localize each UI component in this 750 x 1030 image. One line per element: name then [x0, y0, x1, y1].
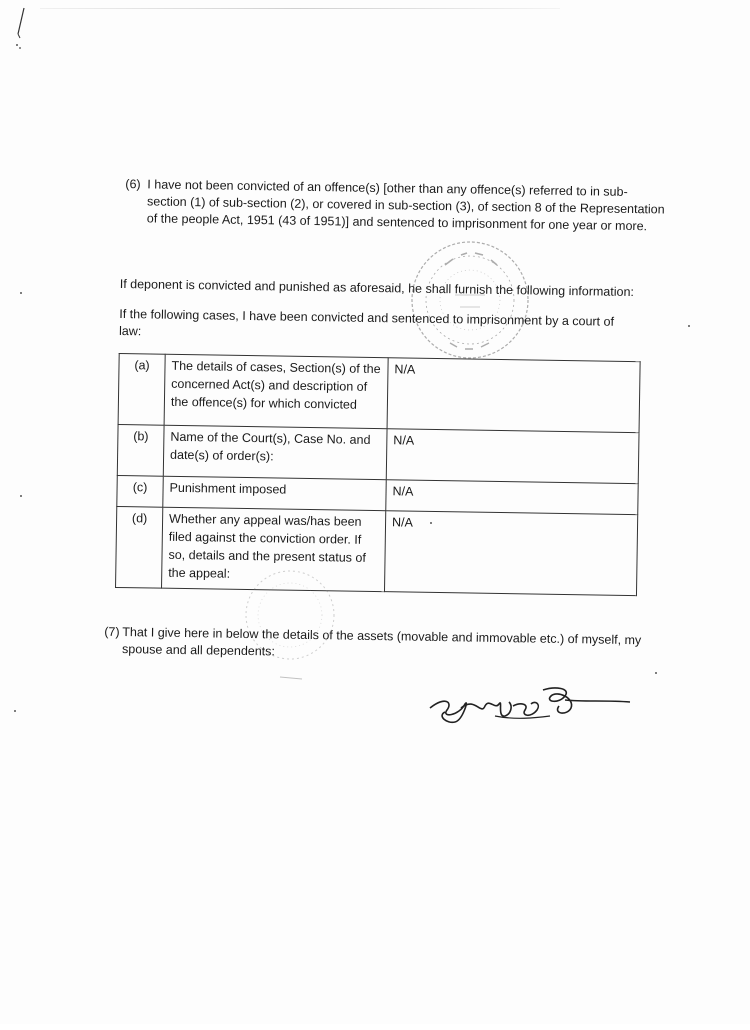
- row-value: N/A: [386, 429, 639, 484]
- section-7-text: That I give here in below the details of the assets (movable and immovable etc.) of myself, my spouse and all dependents:: [121, 625, 642, 659]
- conviction-intro-line: If the following cases, I have been convicted and sentenced to imprisonment by a court of law:: [118, 306, 615, 339]
- row-description: The details of cases, Section(s) of the concerned Act(s) and description of the offence(s) for which convicted: [164, 354, 388, 428]
- scan-speck: [688, 325, 690, 327]
- table-row: [116, 506, 638, 595]
- row-description: Whether any appeal was/has been filed against the conviction order. If so, details and the present status of the appeal:: [162, 507, 386, 591]
- row-value: N/A: [384, 511, 637, 596]
- signature-mark: [425, 676, 635, 736]
- row-description: Punishment imposed: [163, 476, 386, 510]
- section-6-paragraph: [125, 176, 666, 235]
- row-description: Name of the Court(s), Case No. and date(s) of order(s):: [163, 425, 387, 479]
- row-value: N/A: [386, 480, 638, 515]
- section-6-text: I have not been convicted of an offence(s) [other than any offence(s) referred to in sub-section (1) of sub-section (2), or covered in sub-section (3), of section 8 of the Representation of the people Act, 1951 (43 of 1951)] and sentenced to imprisonment for one year or more.: [146, 177, 665, 234]
- section-6-number: (6): [125, 177, 141, 192]
- notary-seal-icon: [405, 235, 535, 365]
- section-7-paragraph: [104, 624, 644, 666]
- scan-speck: [430, 522, 432, 524]
- row-label: (b): [117, 424, 164, 476]
- scan-speck: [655, 672, 657, 674]
- row-label: (d): [116, 506, 163, 588]
- row-label: (c): [117, 475, 163, 507]
- section-7-number: (7): [104, 624, 120, 640]
- table-row: [117, 424, 639, 483]
- row-value: N/A: [387, 358, 640, 433]
- row-label: (a): [118, 353, 165, 425]
- table-row: [118, 353, 640, 432]
- scan-speck: [20, 495, 22, 497]
- scan-speck: [16, 44, 18, 46]
- conviction-notice-line: If deponent is convicted and punished as aforesaid, he shall furnish the following information:: [119, 276, 635, 300]
- scan-speck: [20, 292, 22, 294]
- conviction-details-table: [115, 353, 641, 596]
- faded-seal-icon: [240, 555, 340, 685]
- scan-speck: [14, 710, 16, 712]
